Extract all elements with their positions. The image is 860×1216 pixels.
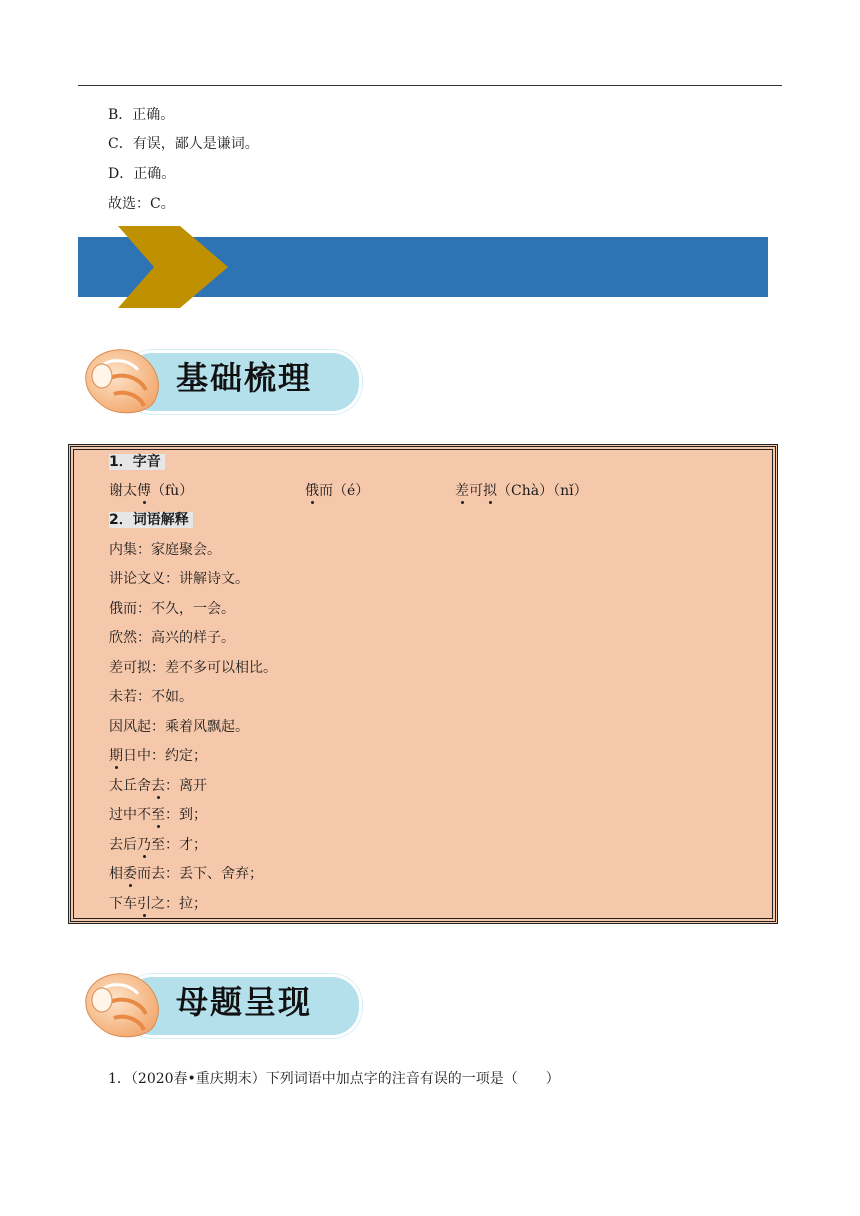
answer-c: C．有误，鄙人是谦词。 — [108, 136, 259, 152]
seashell-icon — [80, 344, 170, 416]
dotted-term-line: 过中不至：到； — [109, 807, 207, 823]
badge-title: 基础梳理 — [176, 359, 313, 397]
answer-b: B．正确。 — [108, 107, 175, 123]
term-line: 未若：不如。 — [109, 689, 193, 705]
term-line: 内集：家庭聚会。 — [109, 542, 221, 558]
answer-choice: 故选：C。 — [108, 196, 175, 212]
summary-box — [68, 444, 778, 924]
section-heading-vocabulary — [109, 511, 193, 529]
dotted-term-line: 相委而去：丢下、舍弃； — [109, 866, 263, 882]
pronunciation-item-3: 差可拟（Chà）（nǐ） — [455, 483, 588, 499]
term-line: 讲论文义：讲解诗文。 — [109, 571, 249, 587]
section-title: 2．词语解释 — [109, 512, 193, 528]
seashell-icon — [80, 968, 170, 1040]
pronunciation-row — [109, 482, 749, 500]
dotted-term-line: 期日中：约定； — [109, 748, 207, 764]
term-line: 欣然：高兴的样子。 — [109, 630, 235, 646]
section-title: 1．字音 — [109, 454, 165, 470]
badge-title: 母题呈现 — [176, 983, 313, 1021]
section-heading-pronunciation — [109, 453, 165, 471]
term-line: 俄而：不久，一会。 — [109, 601, 235, 617]
chevron-arrow-icon — [110, 226, 230, 308]
dotted-term-line: 去后乃至：才； — [109, 837, 207, 853]
question-1-stem: 1．（2020春•重庆期末）下列词语中加点字的注音有误的一项是（ ） — [108, 1071, 560, 1087]
pronunciation-item-2: 俄而（é） — [305, 483, 370, 499]
page-header-rule — [78, 85, 782, 86]
term-line: 差可拟：差不多可以相比。 — [109, 660, 277, 676]
term-line: 因风起：乘着风飘起。 — [109, 719, 249, 735]
badge-basics — [80, 344, 360, 416]
pronunciation-item-1: 谢太傅（fù） — [109, 483, 194, 499]
dotted-term-line: 下车引之：拉； — [109, 896, 207, 912]
badge-questions — [80, 968, 360, 1040]
answer-d: D．正确。 — [108, 166, 176, 182]
dotted-term-line: 太丘舍去：离开 — [109, 778, 207, 794]
